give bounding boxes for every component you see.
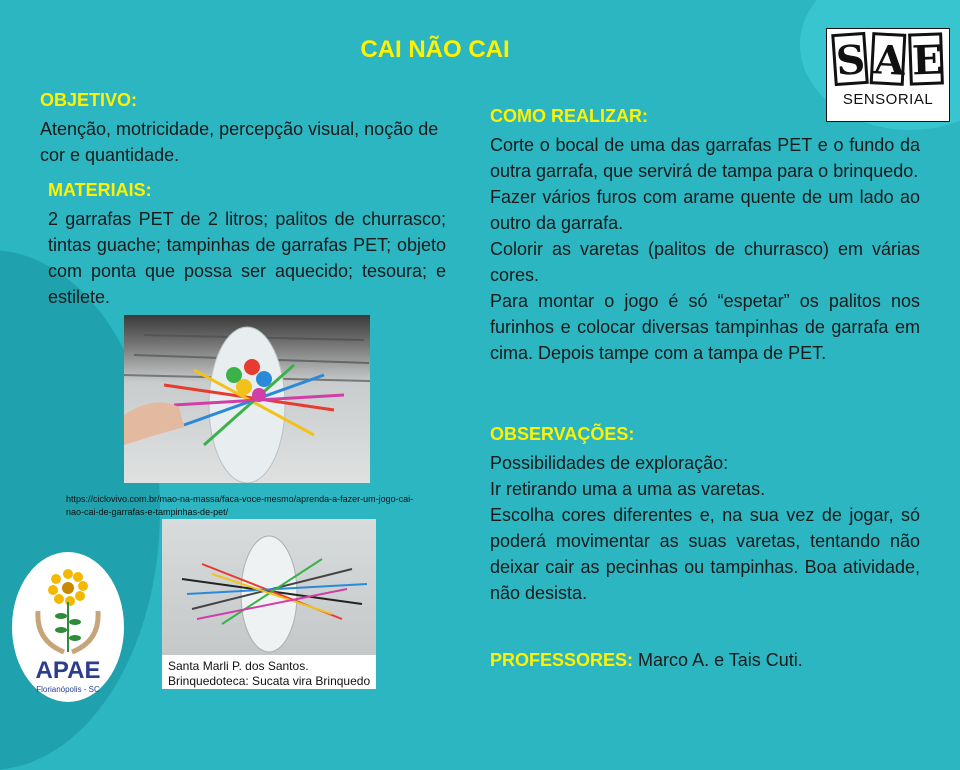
photo-game-sticks-illustration bbox=[162, 519, 376, 655]
photo2-caption-line1: Santa Marli P. dos Santos. bbox=[168, 659, 309, 673]
sae-letter: E bbox=[908, 32, 944, 85]
como-realizar-text bbox=[490, 132, 920, 366]
como-realizar-paragraph: Fazer vários furos com arame quente de um lado ao outro da garrafa. bbox=[490, 187, 920, 233]
photo2-caption bbox=[162, 655, 376, 689]
sae-sensorial-logo bbox=[826, 28, 950, 122]
apae-flower-icon bbox=[34, 566, 102, 656]
como-realizar-paragraph: Colorir as varetas (palitos de churrasco) em várias cores. bbox=[490, 239, 920, 285]
sae-letters bbox=[827, 33, 949, 85]
professores-label: PROFESSORES: bbox=[490, 650, 634, 670]
objetivo-heading: OBJETIVO: bbox=[40, 90, 138, 110]
objetivo-text: Atenção, motricidade, percepção visual, noção de cor e quantidade. bbox=[40, 119, 439, 165]
photo2-caption-line2: Brinquedoteca: Sucata vira Brinquedo bbox=[168, 674, 371, 688]
sae-subtitle: SENSORIAL bbox=[842, 91, 934, 108]
materiais-heading: MATERIAIS: bbox=[48, 180, 152, 200]
photo1-credit-link[interactable]: https://ciclovivo.com.br/mao-na-massa/faca-voce-mesmo/aprenda-a-fazer-um-jogo-cai-nao-cai-de-garrafas-e-tampinhas-de-pet/ bbox=[66, 494, 414, 517]
como-realizar-paragraph: Corte o bocal de uma das garrafas PET e o fundo da outra garrafa, que servirá de tampa para o brinquedo. bbox=[490, 135, 920, 181]
professores-names: Marco A. e Tais Cuti. bbox=[638, 650, 803, 670]
como-realizar-heading: COMO REALIZAR: bbox=[490, 106, 648, 126]
sae-letter: S bbox=[831, 32, 869, 86]
sae-letter: A bbox=[870, 32, 907, 86]
photo-game-hand bbox=[124, 315, 370, 483]
observacoes-heading: OBSERVAÇÕES: bbox=[490, 424, 635, 444]
materiais-text: 2 garrafas PET de 2 litros; palitos de churrasco; tintas guache; tampinhas de garrafas PET; objeto com ponta que possa ser aquecido; tesoura; e estilete. bbox=[48, 209, 446, 307]
photo-game-sticks bbox=[162, 519, 376, 655]
observacoes-text bbox=[490, 450, 920, 606]
apae-name: APAE bbox=[35, 657, 101, 684]
professores-line bbox=[490, 650, 803, 671]
photo-game-hand-illustration bbox=[124, 315, 370, 483]
como-realizar-paragraph: Para montar o jogo é só “espetar” os palitos nos furinhos e colocar diversas tampinhas de garrafa em cima. Depois tampe com a tampa de PET. bbox=[490, 291, 920, 363]
observacoes-paragraph: Escolha cores diferentes e, na sua vez de jogar, só poderá movimentar as suas varetas, tentando não deixar cair as pecinhas ou tampinhas. Boa atividade, não desista. bbox=[490, 505, 920, 603]
apae-city: Florianópolis - SC bbox=[36, 685, 100, 694]
observacoes-paragraph: Ir retirando uma a uma as varetas. bbox=[490, 479, 766, 499]
page-title: CAI NÃO CAI bbox=[360, 36, 510, 63]
observacoes-paragraph: Possibilidades de exploração: bbox=[490, 453, 729, 473]
